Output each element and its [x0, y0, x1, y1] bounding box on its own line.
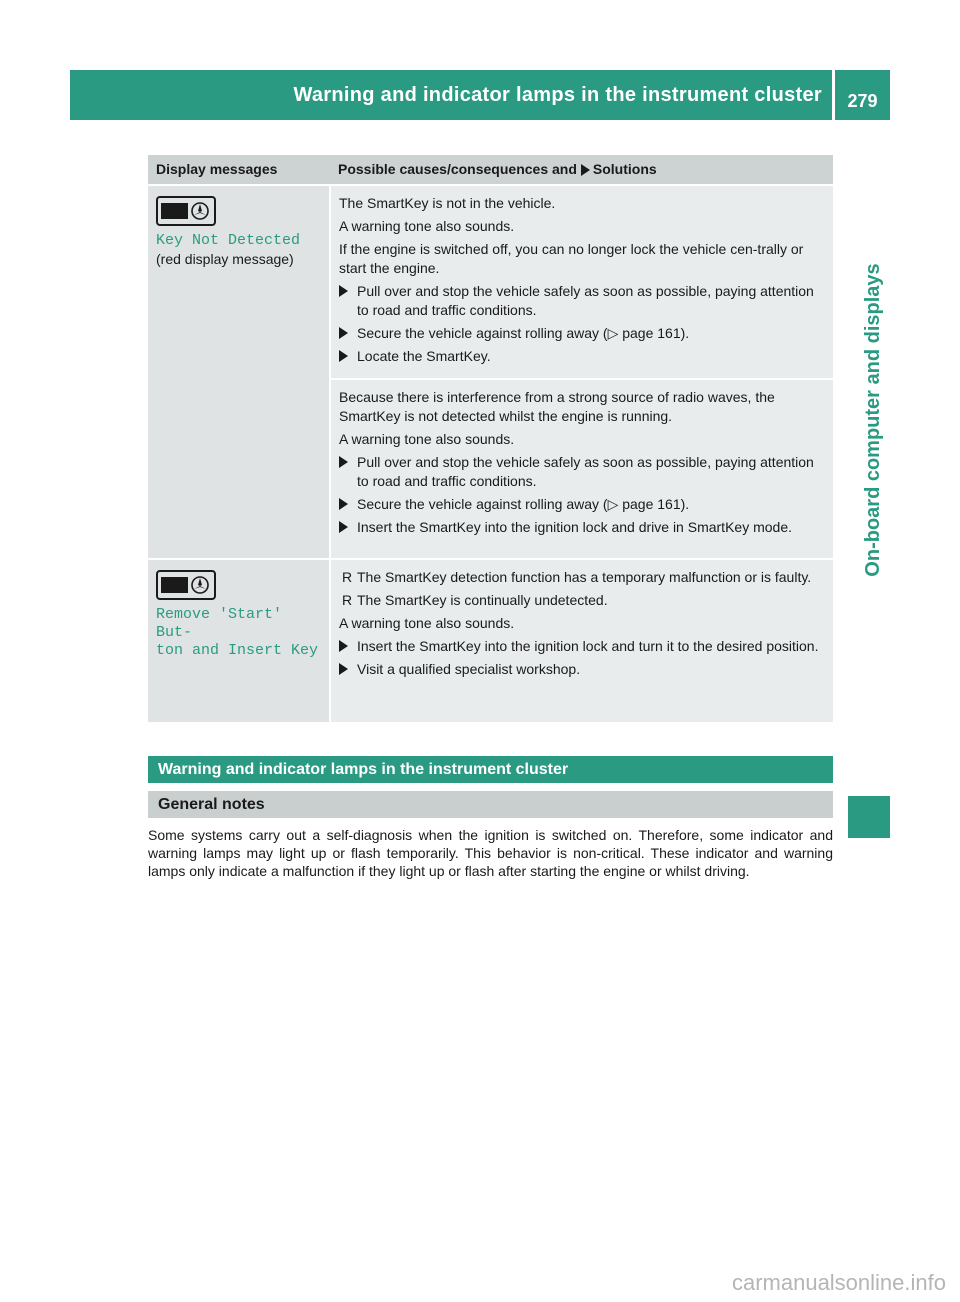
solution-step: Locate the SmartKey. [339, 347, 825, 366]
cause-bullet: R The SmartKey detection function has a temporary malfunction or is faulty. [342, 569, 812, 585]
action-arrow-icon [339, 640, 348, 652]
cause-text: A warning tone also sounds. [339, 431, 515, 447]
table-row [148, 559, 833, 722]
action-arrow-icon [339, 663, 348, 675]
subsection-heading: General notes [148, 791, 833, 818]
table-row [148, 185, 833, 379]
action-arrow-icon [339, 285, 348, 297]
message-key-not-detected: Key Not Detected [156, 232, 301, 249]
message-cell-remove-start-button [148, 559, 330, 722]
cause-text: Because there is interference from a strong source of radio waves, the SmartKey is not detected whilst the engine is running. [339, 389, 775, 424]
message-cell-key-not-detected [148, 185, 330, 559]
action-arrow-icon [339, 521, 348, 533]
solution-step: Secure the vehicle against rolling away (▷ page 161). [339, 495, 825, 514]
action-arrow-icon [339, 456, 348, 468]
general-notes-text: Some systems carry out a self-diagnosis when the ignition is switched on. Therefore, some indicator and warning lamps may light up or flash temporarily. This behavior is non-critical. These indicator and warning lamps only indicate a malfunction if they light up or flash after starting the engine or whilst driving. [148, 827, 833, 879]
side-tab-marker [848, 796, 890, 838]
solution-steps [339, 282, 825, 366]
cause-text: A warning tone also sounds. [339, 615, 515, 631]
watermark: carmanualsonline.info [731, 1270, 946, 1295]
solution-step: Visit a qualified specialist workshop. [339, 660, 825, 679]
action-arrow-icon [581, 164, 590, 176]
causes-cell-1 [330, 185, 833, 379]
display-messages-table [148, 155, 833, 722]
table-header-row [148, 155, 833, 185]
solution-step: Pull over and stop the vehicle safely as soon as possible, paying attention to road and traffic conditions. [339, 282, 825, 320]
cause-text: A warning tone also sounds. [339, 218, 515, 234]
bullet-icon: R [342, 592, 353, 608]
col-header-solutions-text: Solutions [592, 161, 657, 177]
message-remove-start-button-line2: ton and Insert Key [156, 642, 319, 659]
side-tab-label: On-board computer and displays [862, 263, 884, 577]
solution-steps [339, 453, 825, 537]
message-note: (red display message) [156, 251, 294, 267]
solution-step: Pull over and stop the vehicle safely as soon as possible, paying attention to road and traffic conditions. [339, 453, 825, 491]
page-number: 279 [835, 70, 890, 120]
causes-cell-3 [330, 559, 833, 722]
section-heading: Warning and indicator lamps in the instrument cluster [148, 756, 833, 783]
solution-step: Insert the SmartKey into the ignition lock and turn it to the desired position. [339, 637, 825, 656]
action-arrow-icon [339, 350, 348, 362]
causes-cell-2 [330, 379, 833, 559]
cause-bullet: R The SmartKey is continually undetected. [342, 592, 608, 608]
cause-text: The SmartKey is not in the vehicle. [339, 195, 556, 211]
cause-text: If the engine is switched off, you can no longer lock the vehicle cen-trally or start the engine. [339, 241, 804, 276]
action-arrow-icon [339, 327, 348, 339]
col-header-display-messages: Display messages [148, 155, 330, 185]
col-header-causes-text: Possible causes/consequences and [338, 161, 577, 177]
col-header-causes-solutions [330, 155, 833, 185]
smartkey-icon [156, 570, 216, 600]
smartkey-icon [156, 196, 216, 226]
action-arrow-icon [339, 498, 348, 510]
message-remove-start-button-line1: Remove 'Start' But- [156, 606, 283, 641]
bullet-icon: R [342, 569, 353, 585]
side-tab [848, 150, 890, 690]
solution-step: Secure the vehicle against rolling away (▷ page 161). [339, 324, 825, 343]
page-header-title: Warning and indicator lamps in the instrument cluster [293, 84, 822, 106]
solution-steps [339, 637, 825, 679]
solution-step: Insert the SmartKey into the ignition lock and drive in SmartKey mode. [339, 518, 825, 537]
page-header-bar [70, 70, 832, 120]
